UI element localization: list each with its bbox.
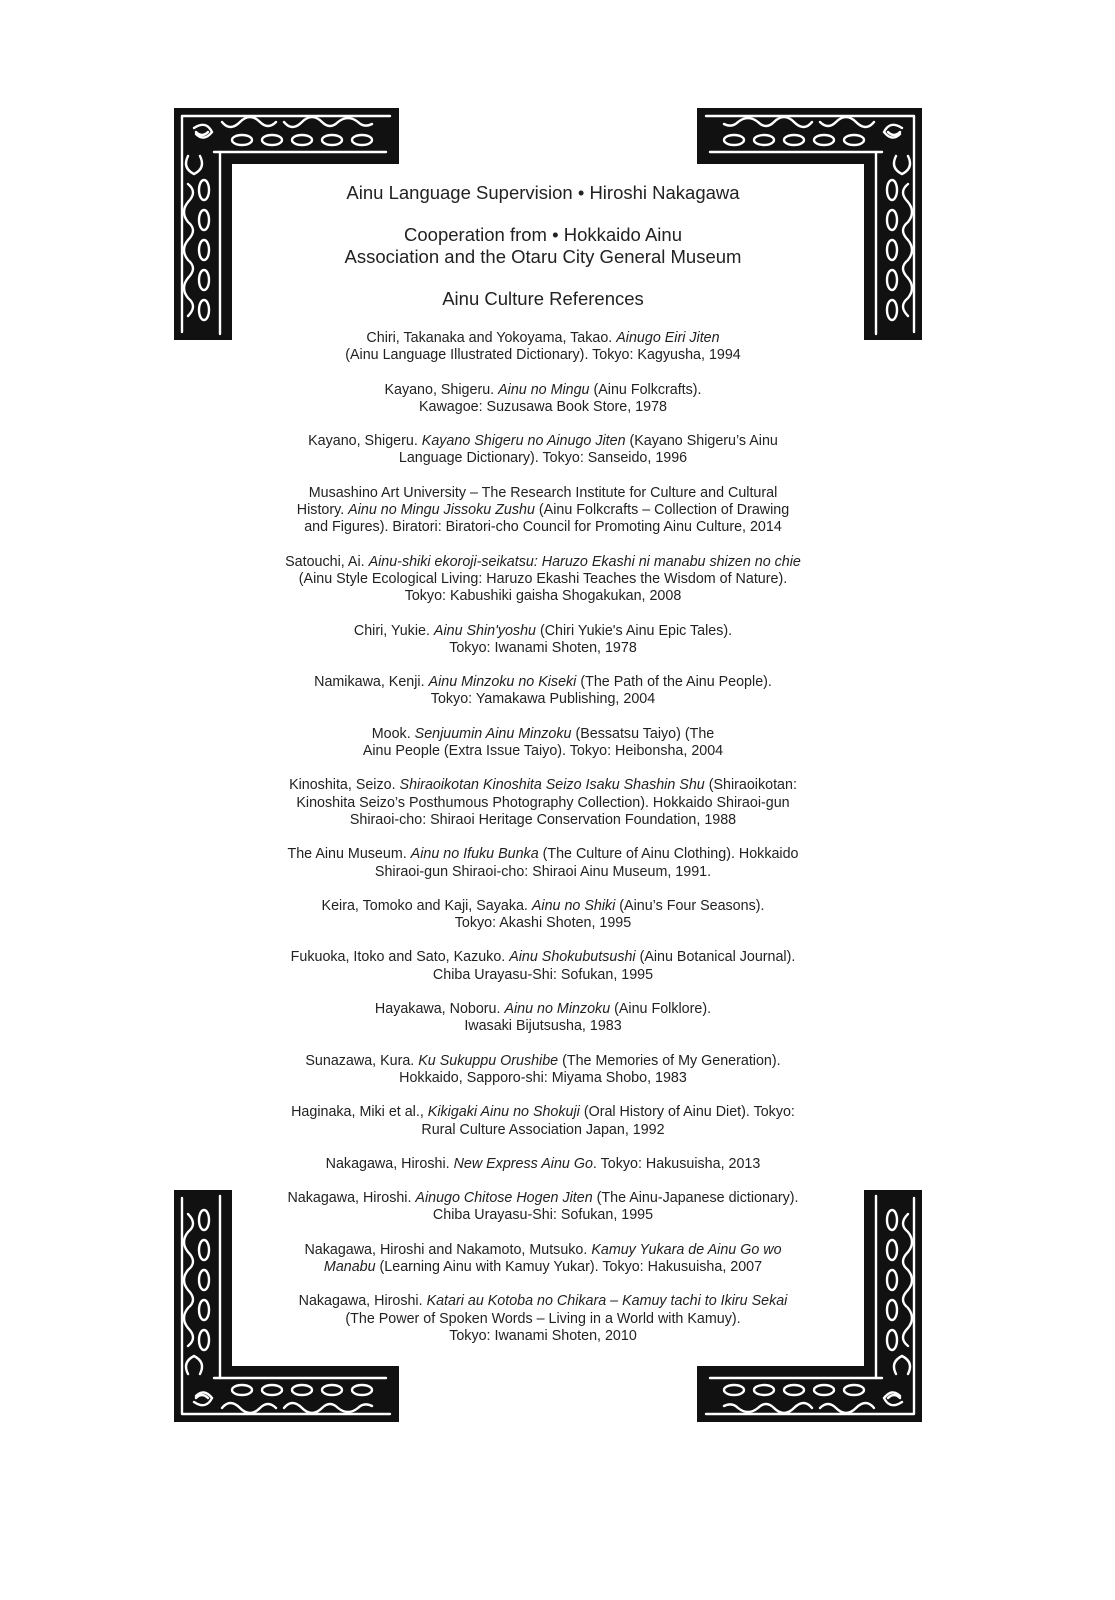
reference-text: Nakagawa, Hiroshi.: [325, 1155, 454, 1172]
reference-text: Tokyo: Iwanami Shoten, 1978: [449, 639, 637, 656]
reference-text: (Ainu Botanical Journal).: [635, 949, 796, 966]
reference-text: (Learning Ainu with Kamuy Yukar). Tokyo: Hakusuisha, 2007: [375, 1258, 763, 1275]
reference-item: [250, 949, 836, 984]
reference-item: [250, 898, 836, 933]
reference-line: [250, 1242, 836, 1259]
reference-text: (Ainu Folkcrafts).: [589, 381, 702, 398]
reference-title: Ainugo Eiri Jiten: [616, 330, 720, 346]
reference-text: Tokyo: Akashi Shoten, 1995: [454, 915, 632, 932]
reference-title: Kamuy Yukara de Ainu Go wo: [591, 1241, 782, 1258]
reference-title: Ku Sukuppu Orushibe: [418, 1052, 559, 1069]
reference-item: [250, 1156, 836, 1173]
reference-item: [250, 1053, 836, 1088]
reference-line: [250, 898, 836, 915]
reference-line: [250, 382, 836, 399]
reference-text: Sunazawa, Kura.: [305, 1052, 419, 1069]
reference-item: [250, 330, 836, 365]
reference-text: Language Dictionary). Tokyo: Sanseido, 1996: [398, 450, 688, 467]
reference-text: (Kayano Shigeru’s Ainu: [625, 433, 778, 450]
reference-line: [250, 1328, 836, 1345]
reference-text: Fukuoka, Itoko and Sato, Kazuko.: [290, 949, 510, 966]
reference-text: Chiri, Takanaka and Yokoyama, Takao.: [366, 330, 617, 346]
reference-line: [250, 812, 836, 829]
reference-line: [250, 399, 836, 416]
reference-title: Ainu-shiki ekoroji-seikatsu: Haruzo Ekashi ni manabu shizen no chie: [368, 553, 801, 570]
reference-text: Satouchi, Ai.: [285, 553, 369, 570]
reference-text: Tokyo: Iwanami Shoten, 2010: [449, 1327, 637, 1344]
reference-line: [250, 433, 836, 450]
reference-item: [250, 1242, 836, 1277]
reference-line: [250, 571, 836, 588]
reference-line: [250, 330, 836, 347]
reference-line: [250, 949, 836, 966]
reference-text: Chiba Urayasu-Shi: Sofukan, 1995: [432, 1207, 654, 1224]
reference-text: Chiri, Yukie.: [353, 622, 434, 639]
reference-line: [250, 640, 836, 657]
credits-page: [250, 182, 836, 1362]
reference-item: [250, 1001, 836, 1036]
reference-text: Kawagoe: Suzusawa Book Store, 1978: [419, 398, 667, 415]
reference-title: Ainu no Minzoku: [504, 1001, 611, 1018]
reference-line: [250, 777, 836, 794]
reference-line: [250, 1311, 836, 1328]
reference-text: Shiraoi-gun Shiraoi-cho: Shiraoi Ainu Museum, 1991.: [374, 863, 712, 880]
reference-text: Hayakawa, Noboru.: [374, 1001, 505, 1018]
reference-line: [250, 726, 836, 743]
reference-line: [250, 846, 836, 863]
reference-title: Ainu Shin'yoshu: [433, 622, 536, 639]
reference-item: [250, 1190, 836, 1225]
reference-title: Katari au Kotoba no Chikara – Kamuy tachi to Ikiru Sekai: [426, 1293, 788, 1310]
reference-text: History.: [296, 502, 349, 519]
reference-item: [250, 485, 836, 537]
reference-item: [250, 433, 836, 468]
reference-text: (Ainu Folklore).: [610, 1001, 712, 1018]
reference-line: [250, 674, 836, 691]
reference-title: Kayano Shigeru no Ainugo Jiten: [421, 433, 626, 450]
reference-line: [250, 485, 836, 502]
reference-text: Shiraoi-cho: Shiraoi Heritage Conservation Foundation, 1988: [349, 811, 737, 828]
cooperation-line-1: Cooperation from • Hokkaido Ainu: [404, 224, 682, 245]
reference-text: (The Ainu-Japanese dictionary).: [592, 1190, 799, 1207]
reference-text: Haginaka, Miki et al.,: [291, 1104, 428, 1121]
reference-line: [250, 588, 836, 605]
reference-line: [250, 1001, 836, 1018]
reference-item: [250, 554, 836, 606]
reference-line: [250, 502, 836, 519]
reference-text: (Bessatsu Taiyo) (The: [571, 725, 715, 742]
reference-line: [250, 519, 836, 536]
reference-item: [250, 726, 836, 761]
reference-text: Kayano, Shigeru.: [384, 381, 499, 398]
reference-title: New Express Ainu Go: [453, 1155, 593, 1172]
cooperation-credit: [250, 224, 836, 268]
reference-text: Nakagawa, Hiroshi and Nakamoto, Mutsuko.: [304, 1241, 592, 1258]
reference-text: (Ainu Folkcrafts – Collection of Drawing: [534, 502, 790, 519]
reference-title: Kikigaki Ainu no Shokuji: [427, 1104, 580, 1121]
reference-item: [250, 1104, 836, 1139]
reference-text: Ainu People (Extra Issue Taiyo). Tokyo: Heibonsha, 2004: [362, 743, 724, 760]
reference-line: [250, 347, 836, 364]
reference-item: [250, 1293, 836, 1345]
reference-text: (Chiri Yukie's Ainu Epic Tales).: [536, 622, 733, 639]
language-supervision-credit: Ainu Language Supervision • Hiroshi Nakagawa: [346, 182, 740, 203]
reference-line: [250, 1190, 836, 1207]
reference-line: [250, 1259, 836, 1276]
reference-line: [250, 691, 836, 708]
reference-line: [250, 1070, 836, 1087]
reference-text: (Ainu Style Ecological Living: Haruzo Ekashi Teaches the Wisdom of Nature).: [298, 570, 788, 587]
reference-line: [250, 1207, 836, 1224]
reference-text: (The Path of the Ainu People).: [576, 674, 772, 691]
reference-line: [250, 1293, 836, 1310]
reference-title: Ainugo Chitose Hogen Jiten: [415, 1190, 593, 1207]
reference-title: Ainu Shokubutsushi: [509, 949, 636, 966]
reference-text: The Ainu Museum.: [287, 846, 411, 863]
reference-text: and Figures). Biratori: Biratori-cho Council for Promoting Ainu Culture, 2014: [304, 519, 782, 536]
reference-text: (The Memories of My Generation).: [558, 1052, 781, 1069]
reference-text: Tokyo: Yamakawa Publishing, 2004: [430, 691, 656, 708]
reference-title: Manabu: [323, 1258, 376, 1275]
reference-text: Kayano, Shigeru.: [308, 433, 422, 450]
reference-line: [250, 1156, 836, 1173]
reference-text: Kinoshita, Seizo.: [289, 777, 400, 794]
reference-text: Iwasaki Bijutsusha, 1983: [464, 1018, 622, 1035]
reference-title: Senjuumin Ainu Minzoku: [414, 725, 572, 742]
reference-item: [250, 623, 836, 658]
reference-line: [250, 1104, 836, 1121]
reference-title: Ainu no Shiki: [531, 897, 616, 914]
reference-text: Nakagawa, Hiroshi.: [298, 1293, 427, 1310]
reference-text: Hokkaido, Sapporo-shi: Miyama Shobo, 1983: [399, 1069, 687, 1086]
reference-item: [250, 777, 836, 829]
reference-line: [250, 915, 836, 932]
reference-text: Rural Culture Association Japan, 1992: [421, 1121, 665, 1138]
reference-line: [250, 623, 836, 640]
reference-text: (The Culture of Ainu Clothing). Hokkaido: [538, 846, 799, 863]
reference-title: Ainu no Mingu Jissoku Zushu: [348, 502, 535, 519]
reference-line: [250, 450, 836, 467]
reference-text: Tokyo: Kabushiki gaisha Shogakukan, 2008: [404, 588, 682, 605]
reference-title: Ainu no Ifuku Bunka: [410, 846, 539, 863]
reference-text: Musashino Art University – The Research Institute for Culture and Cultural: [308, 484, 778, 501]
reference-title: Shiraoikotan Kinoshita Seizo Isaku Shashin Shu: [399, 777, 705, 794]
reference-item: [250, 674, 836, 709]
reference-text: (The Power of Spoken Words – Living in a World with Kamuy).: [345, 1310, 741, 1327]
reference-item: [250, 382, 836, 417]
references-heading: Ainu Culture References: [442, 288, 644, 309]
reference-line: [250, 864, 836, 881]
reference-text: (Shiraoikotan:: [704, 777, 797, 794]
reference-line: [250, 1122, 836, 1139]
reference-line: [250, 795, 836, 812]
reference-line: [250, 743, 836, 760]
reference-text: . Tokyo: Hakusuisha, 2013: [592, 1155, 761, 1172]
reference-title: Ainu Minzoku no Kiseki: [428, 674, 577, 691]
reference-text: Chiba Urayasu-Shi: Sofukan, 1995: [432, 966, 654, 983]
references-list: [250, 330, 836, 1345]
reference-line: [250, 1018, 836, 1035]
reference-text: Keira, Tomoko and Kaji, Sayaka.: [321, 897, 532, 914]
reference-item: [250, 846, 836, 881]
reference-text: (Ainu’s Four Seasons).: [615, 897, 765, 914]
reference-text: (Oral History of Ainu Diet). Tokyo:: [579, 1104, 795, 1121]
reference-text: Kinoshita Seizo’s Posthumous Photography Collection). Hokkaido Shiraoi-gun: [296, 794, 790, 811]
reference-title: Ainu no Mingu: [498, 381, 590, 398]
reference-line: [250, 1053, 836, 1070]
reference-text: Mook.: [371, 725, 415, 742]
reference-line: [250, 967, 836, 984]
reference-text: Nakagawa, Hiroshi.: [287, 1190, 416, 1207]
reference-text: (Ainu Language Illustrated Dictionary). Tokyo: Kagyusha, 1994: [345, 347, 741, 364]
cooperation-line-2: Association and the Otaru City General Museum: [344, 246, 742, 267]
reference-line: [250, 554, 836, 571]
reference-text: Namikawa, Kenji.: [314, 674, 429, 691]
